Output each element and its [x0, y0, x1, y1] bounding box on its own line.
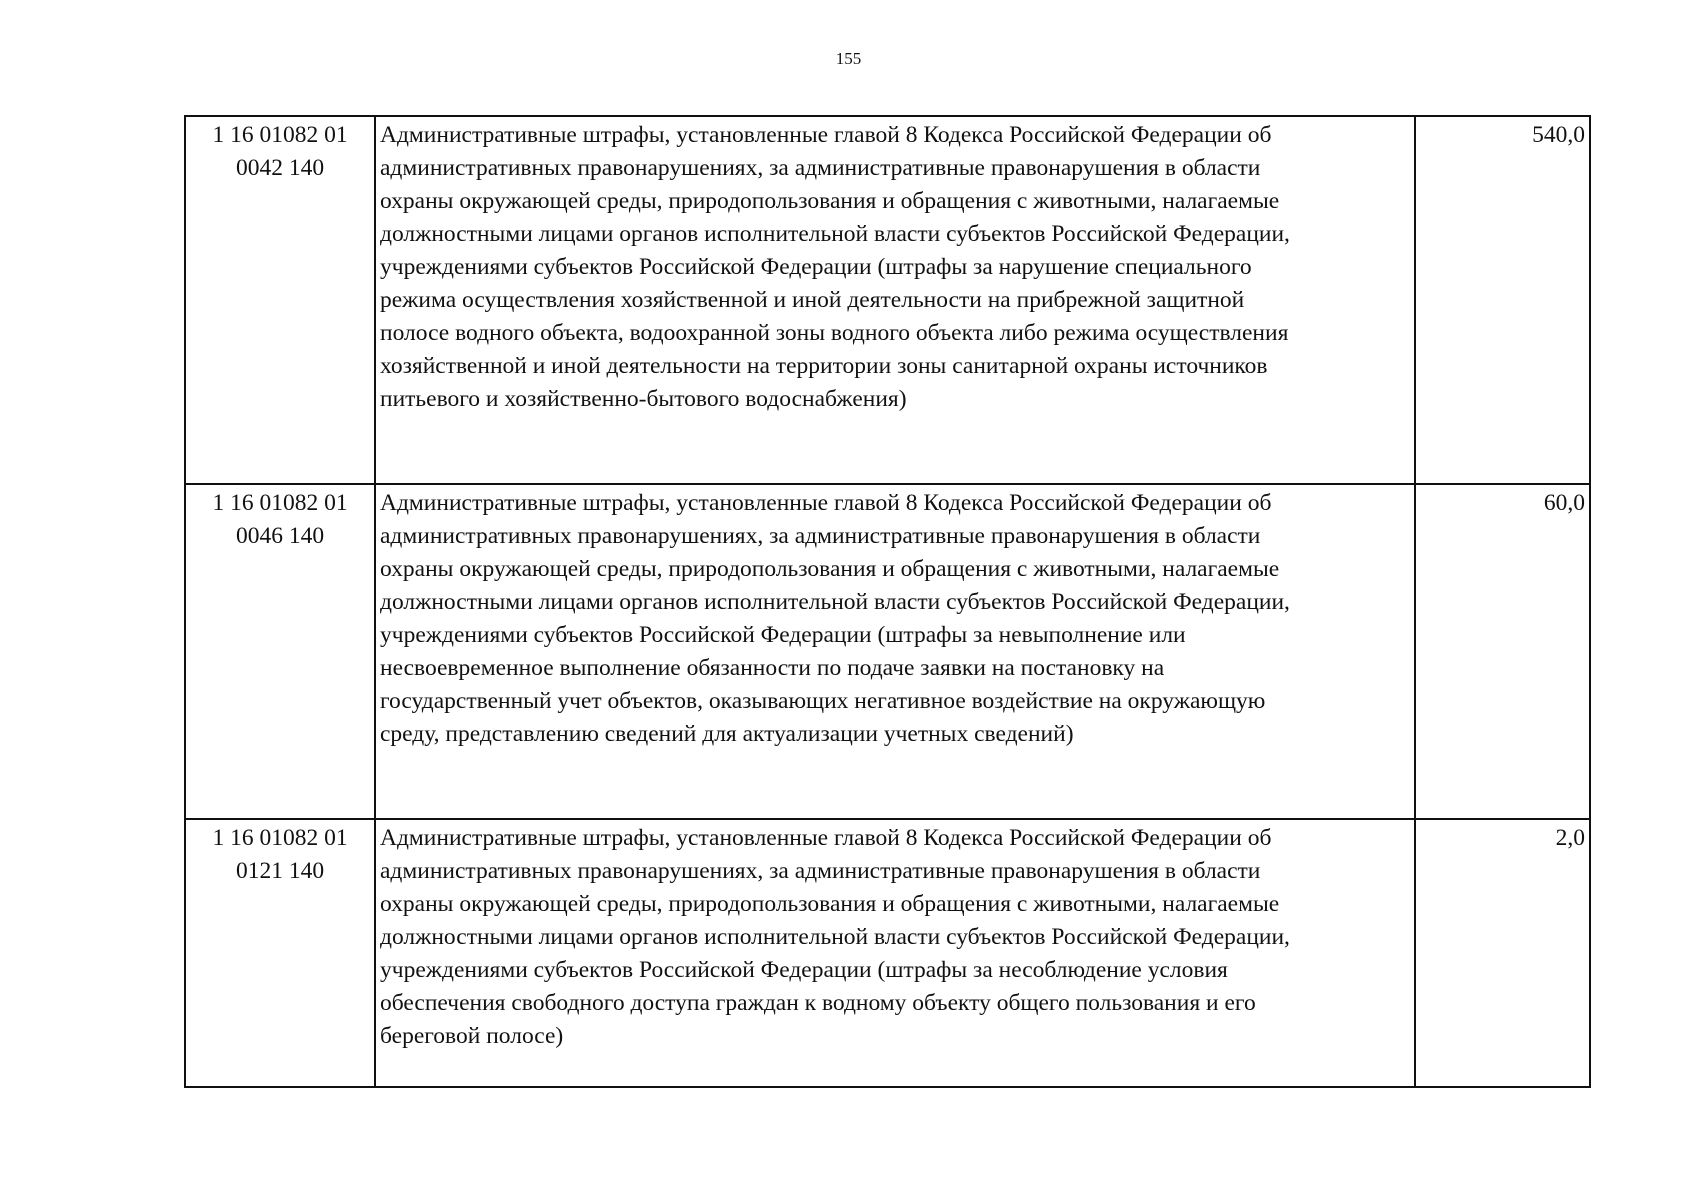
description-line: Административные штрафы, установленные главой 8 Кодекса Российской Федерации об: [380, 122, 1272, 148]
description-line: государственный учет объектов, оказывающих негативное воздействие на окружающую: [380, 688, 1266, 714]
description-cell: [375, 484, 1415, 819]
budget-code-cell: [185, 819, 375, 1087]
description-line: среду, представлению сведений для актуализации учетных сведений): [380, 721, 1074, 747]
budget-code-line: 0046 140: [235, 523, 325, 549]
description-line: должностными лицами органов исполнительной власти субъектов Российской Федерации,: [380, 924, 1290, 950]
description-line: учреждениями субъектов Российской Федерации (штрафы за несоблюдение условия: [380, 957, 1228, 983]
budget-code-line: 0121 140: [235, 858, 325, 884]
description-line: несвоевременное выполнение обязанности по подаче заявки на постановку на: [380, 655, 1165, 681]
description-line: учреждениями субъектов Российской Федерации (штрафы за невыполнение или: [380, 622, 1186, 648]
page-number: 155: [835, 49, 862, 68]
budget-revenue-table: [184, 115, 1591, 1088]
description-line: обеспечения свободного доступа граждан к водному объекту общего пользования и его: [380, 990, 1256, 1016]
description-line: охраны окружающей среды, природопользования и обращения с животными, налагаемые: [380, 891, 1280, 917]
description-line: охраны окружающей среды, природопользования и обращения с животными, налагаемые: [380, 188, 1280, 214]
description-line: Административные штрафы, установленные главой 8 Кодекса Российской Федерации об: [380, 825, 1272, 851]
budget-code-line: 0042 140: [235, 155, 325, 181]
amount-cell: 60,0: [1415, 484, 1590, 819]
description-line: режима осуществления хозяйственной и иной деятельности на прибрежной защитной: [380, 287, 1245, 313]
description-line: береговой полосе): [380, 1023, 564, 1049]
description-line: должностными лицами органов исполнительной власти субъектов Российской Федерации,: [380, 589, 1290, 615]
description-cell: [375, 819, 1415, 1087]
budget-code-cell: [185, 484, 375, 819]
table-row: [185, 116, 1590, 484]
budget-code-line: 1 16 01082 01: [212, 825, 348, 851]
description-line: питьевого и хозяйственно-бытового водоснабжения): [380, 386, 907, 412]
description-line: Административные штрафы, установленные главой 8 Кодекса Российской Федерации об: [380, 490, 1272, 516]
description-line: административных правонарушениях, за административные правонарушения в области: [380, 858, 1261, 884]
budget-code-line: 1 16 01082 01: [212, 122, 348, 148]
description-cell: [375, 116, 1415, 484]
description-line: должностными лицами органов исполнительной власти субъектов Российской Федерации,: [380, 221, 1290, 247]
table-row: [185, 819, 1590, 1087]
description-line: полосе водного объекта, водоохранной зоны водного объекта либо режима осуществления: [380, 320, 1289, 346]
description-line: учреждениями субъектов Российской Федерации (штрафы за нарушение специального: [380, 254, 1252, 280]
description-line: административных правонарушениях, за административные правонарушения в области: [380, 155, 1261, 181]
table-row: [185, 484, 1590, 819]
description-line: хозяйственной и иной деятельности на территории зоны санитарной охраны источников: [380, 353, 1268, 379]
budget-code-cell: [185, 116, 375, 484]
budget-code-line: 1 16 01082 01: [212, 490, 348, 516]
amount-cell: 2,0: [1415, 819, 1590, 1087]
amount-cell: 540,0: [1415, 116, 1590, 484]
description-line: охраны окружающей среды, природопользования и обращения с животными, налагаемые: [380, 556, 1280, 582]
description-line: административных правонарушениях, за административные правонарушения в области: [380, 523, 1261, 549]
